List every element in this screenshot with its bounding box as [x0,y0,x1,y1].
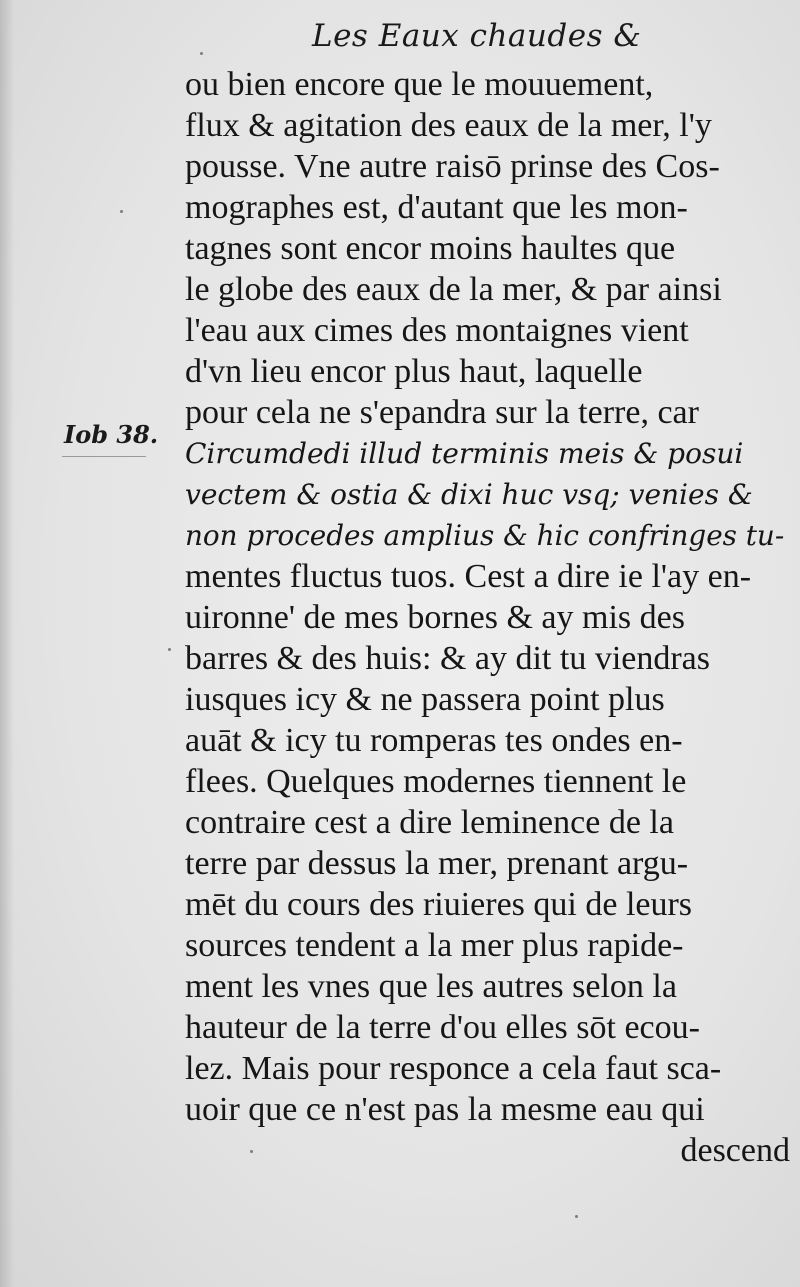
text-line: pousse. Vne autre raisō prinse des Cos- [185,148,720,185]
text-line: uironne' de mes bornes & ay mis des [185,599,685,636]
paper-speck [200,52,203,55]
margin-rule [62,456,146,457]
text-line: pour cela ne s'epandra sur la terre, car [185,394,699,431]
text-line: ment les vnes que les autres selon la [185,968,677,1005]
text-line: mēt du cours des riuieres qui de leurs [185,886,693,923]
text-line: ou bien encore que le mouuement, [185,66,654,103]
text-line: contraire cest a dire leminence de la [185,804,674,841]
text-line: iusques icy & ne passera point plus [185,681,665,718]
text-line: uoir que ce n'est pas la mesme eau qui [185,1091,705,1128]
text-line: hauteur de la terre d'ou elles sōt ecou- [185,1009,700,1046]
text-line: sources tendent a la mer plus rapide- [185,927,684,964]
text-line: mographes est, d'autant que les mon- [185,189,688,226]
latin-quote-line: Circumdedi illud terminis meis & posui [185,437,744,470]
text-line: flees. Quelques modernes tiennent le [185,763,687,800]
paper-speck [250,1150,253,1153]
running-head: Les Eaux chaudes & [312,18,642,54]
text-line: mentes fluctus tuos. Cest a dire ie l'ay en- [185,558,752,595]
text-line: d'vn lieu encor plus haut, laquelle [185,353,643,390]
text-line: lez. Mais pour responce a cela faut sca- [185,1050,722,1087]
paper-speck [120,210,123,213]
text-line: terre par dessus la mer, prenant argu- [185,845,689,882]
text-line: le globe des eaux de la mer, & par ainsi [185,271,722,308]
text-line: tagnes sont encor moins haultes que [185,230,676,267]
text-line: flux & agitation des eaux de la mer, l'y [185,107,712,144]
text-line: barres & des huis: & ay dit tu viendras [185,640,711,677]
text-line: l'eau aux cimes des montaignes vient [185,312,689,349]
margin-note: Iob 38. [64,420,159,449]
catchword: descend [680,1132,790,1169]
paper-speck [168,648,171,651]
page-gutter-shadow [0,0,14,1287]
latin-quote-line: non procedes amplius & hic confringes tu- [185,519,785,552]
text-line: auāt & icy tu romperas tes ondes en- [185,722,683,759]
paper-speck [575,1215,578,1218]
latin-quote-line: vectem & ostia & dixi huc vsq; venies & [185,478,753,511]
